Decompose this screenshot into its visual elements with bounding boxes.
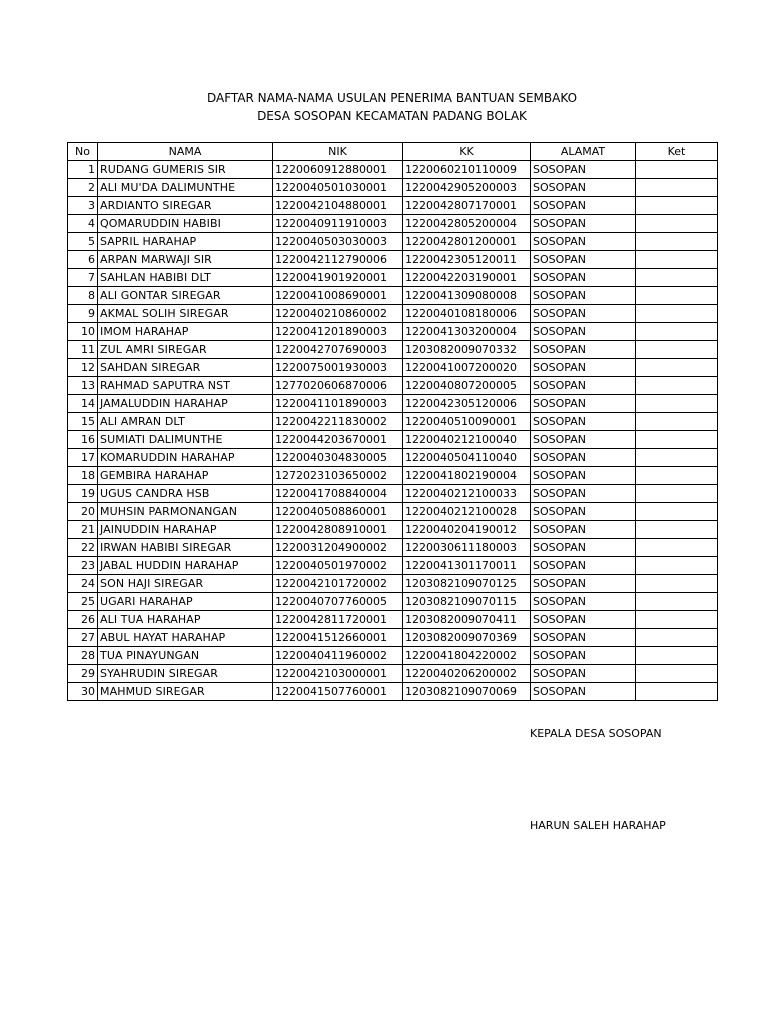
cell-nama: RAHMAD SAPUTRA NST	[98, 377, 273, 395]
cell-nik: 1220042707690003	[273, 341, 403, 359]
cell-nik: 1220044203670001	[273, 431, 403, 449]
cell-no: 12	[68, 359, 98, 377]
cell-no: 19	[68, 485, 98, 503]
cell-nik: 1220041901920001	[273, 269, 403, 287]
table-row	[68, 161, 718, 179]
cell-nama: KOMARUDDIN HARAHAP	[98, 449, 273, 467]
cell-nik: 1220040411960002	[273, 647, 403, 665]
cell-nama: ARPAN MARWAJI SIR	[98, 251, 273, 269]
cell-nik: 1220040304830005	[273, 449, 403, 467]
table-row	[68, 305, 718, 323]
table-row	[68, 431, 718, 449]
cell-ket	[636, 611, 718, 629]
cell-nama: IMOM HARAHAP	[98, 323, 273, 341]
cell-nama: ALI TUA HARAHAP	[98, 611, 273, 629]
cell-nik: 1220040911910003	[273, 215, 403, 233]
cell-nik: 1220042211830002	[273, 413, 403, 431]
table-row	[68, 611, 718, 629]
cell-no: 4	[68, 215, 98, 233]
cell-kk: 1203082109070115	[403, 593, 531, 611]
cell-alamat: SOSOPAN	[531, 179, 636, 197]
cell-ket	[636, 575, 718, 593]
cell-ket	[636, 287, 718, 305]
cell-no: 25	[68, 593, 98, 611]
document-subtitle: DESA SOSOPAN KECAMATAN PADANG BOLAK	[257, 109, 527, 123]
cell-alamat: SOSOPAN	[531, 413, 636, 431]
cell-alamat: SOSOPAN	[531, 395, 636, 413]
cell-ket	[636, 413, 718, 431]
cell-nik: 1220040503030003	[273, 233, 403, 251]
cell-ket	[636, 179, 718, 197]
cell-nama: ALI AMRAN DLT	[98, 413, 273, 431]
cell-no: 5	[68, 233, 98, 251]
cell-alamat: SOSOPAN	[531, 575, 636, 593]
cell-no: 18	[68, 467, 98, 485]
cell-kk: 1220040206200002	[403, 665, 531, 683]
document-title: DAFTAR NAMA-NAMA USULAN PENERIMA BANTUAN SEMBAKO	[206, 91, 578, 105]
cell-alamat: SOSOPAN	[531, 449, 636, 467]
table-header-row	[68, 143, 718, 161]
cell-nama: AKMAL SOLIH SIREGAR	[98, 305, 273, 323]
table-row	[68, 539, 718, 557]
cell-nik: 1220041008690001	[273, 287, 403, 305]
table-row	[68, 359, 718, 377]
cell-nama: UGUS CANDRA HSB	[98, 485, 273, 503]
cell-nik: 1220042112790006	[273, 251, 403, 269]
cell-nama: TUA PINAYUNGAN	[98, 647, 273, 665]
cell-nama: JABAL HUDDIN HARAHAP	[98, 557, 273, 575]
cell-nama: ARDIANTO SIREGAR	[98, 197, 273, 215]
cell-kk: 1220040807200005	[403, 377, 531, 395]
cell-nama: GEMBIRA HARAHAP	[98, 467, 273, 485]
cell-ket	[636, 359, 718, 377]
cell-nik: 1220041201890003	[273, 323, 403, 341]
cell-kk: 1220040204190012	[403, 521, 531, 539]
cell-alamat: SOSOPAN	[531, 233, 636, 251]
table-row	[68, 341, 718, 359]
table-row	[68, 197, 718, 215]
cell-kk: 1220042305120006	[403, 395, 531, 413]
column-header-ket: Ket	[636, 143, 718, 161]
cell-no: 14	[68, 395, 98, 413]
cell-nik: 1220040501970002	[273, 557, 403, 575]
column-header-kk: KK	[403, 143, 531, 161]
cell-alamat: SOSOPAN	[531, 305, 636, 323]
table-row	[68, 233, 718, 251]
cell-nik: 1220060912880001	[273, 161, 403, 179]
cell-no: 20	[68, 503, 98, 521]
cell-kk: 1220042305120011	[403, 251, 531, 269]
cell-kk: 1220042801200001	[403, 233, 531, 251]
cell-kk: 1203082009070411	[403, 611, 531, 629]
cell-no: 21	[68, 521, 98, 539]
cell-no: 8	[68, 287, 98, 305]
cell-ket	[636, 233, 718, 251]
table-row	[68, 665, 718, 683]
cell-ket	[636, 647, 718, 665]
cell-kk: 1220040212100033	[403, 485, 531, 503]
table-row	[68, 395, 718, 413]
cell-ket	[636, 215, 718, 233]
cell-ket	[636, 539, 718, 557]
cell-alamat: SOSOPAN	[531, 683, 636, 701]
cell-nik: 1220041101890003	[273, 395, 403, 413]
cell-ket	[636, 323, 718, 341]
cell-kk: 1220040212100028	[403, 503, 531, 521]
table-row	[68, 467, 718, 485]
cell-kk: 1203082109070069	[403, 683, 531, 701]
cell-nama: RUDANG GUMERIS SIR	[98, 161, 273, 179]
table-row	[68, 521, 718, 539]
recipient-table	[67, 142, 718, 701]
table-row	[68, 503, 718, 521]
cell-ket	[636, 521, 718, 539]
table-row	[68, 683, 718, 701]
table-row	[68, 287, 718, 305]
table-row	[68, 593, 718, 611]
cell-no: 13	[68, 377, 98, 395]
cell-ket	[636, 467, 718, 485]
table-row	[68, 215, 718, 233]
cell-nik: 1220040508860001	[273, 503, 403, 521]
cell-ket	[636, 593, 718, 611]
cell-no: 30	[68, 683, 98, 701]
cell-nama: MUHSIN PARMONANGAN	[98, 503, 273, 521]
cell-alamat: SOSOPAN	[531, 269, 636, 287]
cell-alamat: SOSOPAN	[531, 161, 636, 179]
cell-kk: 1220040510090001	[403, 413, 531, 431]
cell-nik: 1272023103650002	[273, 467, 403, 485]
cell-alamat: SOSOPAN	[531, 665, 636, 683]
cell-alamat: SOSOPAN	[531, 485, 636, 503]
cell-nik: 1220075001930003	[273, 359, 403, 377]
cell-alamat: SOSOPAN	[531, 521, 636, 539]
cell-kk: 1220040108180006	[403, 305, 531, 323]
cell-alamat: SOSOPAN	[531, 593, 636, 611]
cell-no: 22	[68, 539, 98, 557]
cell-nama: MAHMUD SIREGAR	[98, 683, 273, 701]
cell-ket	[636, 449, 718, 467]
cell-nama: SYAHRUDIN SIREGAR	[98, 665, 273, 683]
cell-nama: JAINUDDIN HARAHAP	[98, 521, 273, 539]
cell-nik: 1220041512660001	[273, 629, 403, 647]
cell-ket	[636, 395, 718, 413]
cell-no: 23	[68, 557, 98, 575]
cell-ket	[636, 557, 718, 575]
cell-kk: 1203082109070125	[403, 575, 531, 593]
cell-no: 11	[68, 341, 98, 359]
cell-kk: 1220041309080008	[403, 287, 531, 305]
column-header-nama: NAMA	[98, 143, 273, 161]
cell-nama: SON HAJI SIREGAR	[98, 575, 273, 593]
cell-alamat: SOSOPAN	[531, 503, 636, 521]
cell-nik: 1220042808910001	[273, 521, 403, 539]
cell-alamat: SOSOPAN	[531, 377, 636, 395]
table-row	[68, 251, 718, 269]
signature-title: KEPALA DESA SOSOPAN	[530, 727, 662, 740]
cell-no: 16	[68, 431, 98, 449]
column-header-no: No	[68, 143, 98, 161]
cell-alamat: SOSOPAN	[531, 287, 636, 305]
table-row	[68, 575, 718, 593]
cell-nik: 1220042104880001	[273, 197, 403, 215]
cell-kk: 1220030611180003	[403, 539, 531, 557]
cell-no: 24	[68, 575, 98, 593]
cell-nama: ABUL HAYAT HARAHAP	[98, 629, 273, 647]
cell-no: 2	[68, 179, 98, 197]
cell-nik: 1277020606870006	[273, 377, 403, 395]
cell-nama: SAPRIL HARAHAP	[98, 233, 273, 251]
cell-no: 26	[68, 611, 98, 629]
cell-no: 1	[68, 161, 98, 179]
cell-kk: 1220042905200003	[403, 179, 531, 197]
cell-nama: JAMALUDDIN HARAHAP	[98, 395, 273, 413]
cell-nama: UGARI HARAHAP	[98, 593, 273, 611]
cell-kk: 1220042805200004	[403, 215, 531, 233]
cell-ket	[636, 503, 718, 521]
cell-ket	[636, 161, 718, 179]
cell-ket	[636, 269, 718, 287]
cell-ket	[636, 377, 718, 395]
signature-name: HARUN SALEH HARAHAP	[530, 819, 666, 832]
cell-kk: 1220041301170011	[403, 557, 531, 575]
cell-nama: ALI MU'DA DALIMUNTHE	[98, 179, 273, 197]
table-row	[68, 629, 718, 647]
cell-no: 28	[68, 647, 98, 665]
cell-alamat: SOSOPAN	[531, 251, 636, 269]
cell-nik: 1220042101720002	[273, 575, 403, 593]
table-row	[68, 323, 718, 341]
cell-no: 3	[68, 197, 98, 215]
cell-nik: 1220042103000001	[273, 665, 403, 683]
table-row	[68, 179, 718, 197]
cell-alamat: SOSOPAN	[531, 197, 636, 215]
cell-kk: 1220042203190001	[403, 269, 531, 287]
table-row	[68, 269, 718, 287]
cell-no: 27	[68, 629, 98, 647]
cell-alamat: SOSOPAN	[531, 557, 636, 575]
cell-no: 29	[68, 665, 98, 683]
cell-nama: IRWAN HABIBI SIREGAR	[98, 539, 273, 557]
cell-kk: 1220040212100040	[403, 431, 531, 449]
cell-ket	[636, 251, 718, 269]
cell-ket	[636, 485, 718, 503]
cell-ket	[636, 431, 718, 449]
column-header-alamat: ALAMAT	[531, 143, 636, 161]
cell-nik: 1220040501030001	[273, 179, 403, 197]
cell-alamat: SOSOPAN	[531, 215, 636, 233]
cell-ket	[636, 341, 718, 359]
cell-alamat: SOSOPAN	[531, 341, 636, 359]
cell-nama: ZUL AMRI SIREGAR	[98, 341, 273, 359]
cell-alamat: SOSOPAN	[531, 359, 636, 377]
cell-nik: 1220041507760001	[273, 683, 403, 701]
cell-ket	[636, 629, 718, 647]
cell-nik: 1220040707760005	[273, 593, 403, 611]
table-row	[68, 377, 718, 395]
cell-kk: 1203082009070369	[403, 629, 531, 647]
cell-nama: QOMARUDDIN HABIBI	[98, 215, 273, 233]
cell-nik: 1220041708840004	[273, 485, 403, 503]
cell-kk: 1220041804220002	[403, 647, 531, 665]
cell-nik: 1220042811720001	[273, 611, 403, 629]
cell-alamat: SOSOPAN	[531, 629, 636, 647]
cell-kk: 1220042807170001	[403, 197, 531, 215]
cell-no: 9	[68, 305, 98, 323]
cell-alamat: SOSOPAN	[531, 539, 636, 557]
cell-no: 7	[68, 269, 98, 287]
cell-no: 17	[68, 449, 98, 467]
cell-no: 15	[68, 413, 98, 431]
cell-alamat: SOSOPAN	[531, 611, 636, 629]
cell-ket	[636, 305, 718, 323]
cell-nama: SUMIATI DALIMUNTHE	[98, 431, 273, 449]
cell-kk: 1220060210110009	[403, 161, 531, 179]
table-row	[68, 485, 718, 503]
table-row	[68, 557, 718, 575]
cell-nik: 1220040210860002	[273, 305, 403, 323]
cell-no: 10	[68, 323, 98, 341]
cell-kk: 1220041007200020	[403, 359, 531, 377]
cell-alamat: SOSOPAN	[531, 467, 636, 485]
cell-ket	[636, 665, 718, 683]
cell-alamat: SOSOPAN	[531, 431, 636, 449]
column-header-nik: NIK	[273, 143, 403, 161]
cell-alamat: SOSOPAN	[531, 647, 636, 665]
cell-nama: SAHLAN HABIBI DLT	[98, 269, 273, 287]
cell-ket	[636, 683, 718, 701]
cell-nama: ALI GONTAR SIREGAR	[98, 287, 273, 305]
cell-nik: 1220031204900002	[273, 539, 403, 557]
cell-kk: 1220040504110040	[403, 449, 531, 467]
cell-nama: SAHDAN SIREGAR	[98, 359, 273, 377]
cell-kk: 1220041303200004	[403, 323, 531, 341]
table-row	[68, 449, 718, 467]
cell-kk: 1203082009070332	[403, 341, 531, 359]
table-row	[68, 413, 718, 431]
table-row	[68, 647, 718, 665]
cell-alamat: SOSOPAN	[531, 323, 636, 341]
cell-kk: 1220041802190004	[403, 467, 531, 485]
cell-no: 6	[68, 251, 98, 269]
cell-ket	[636, 197, 718, 215]
